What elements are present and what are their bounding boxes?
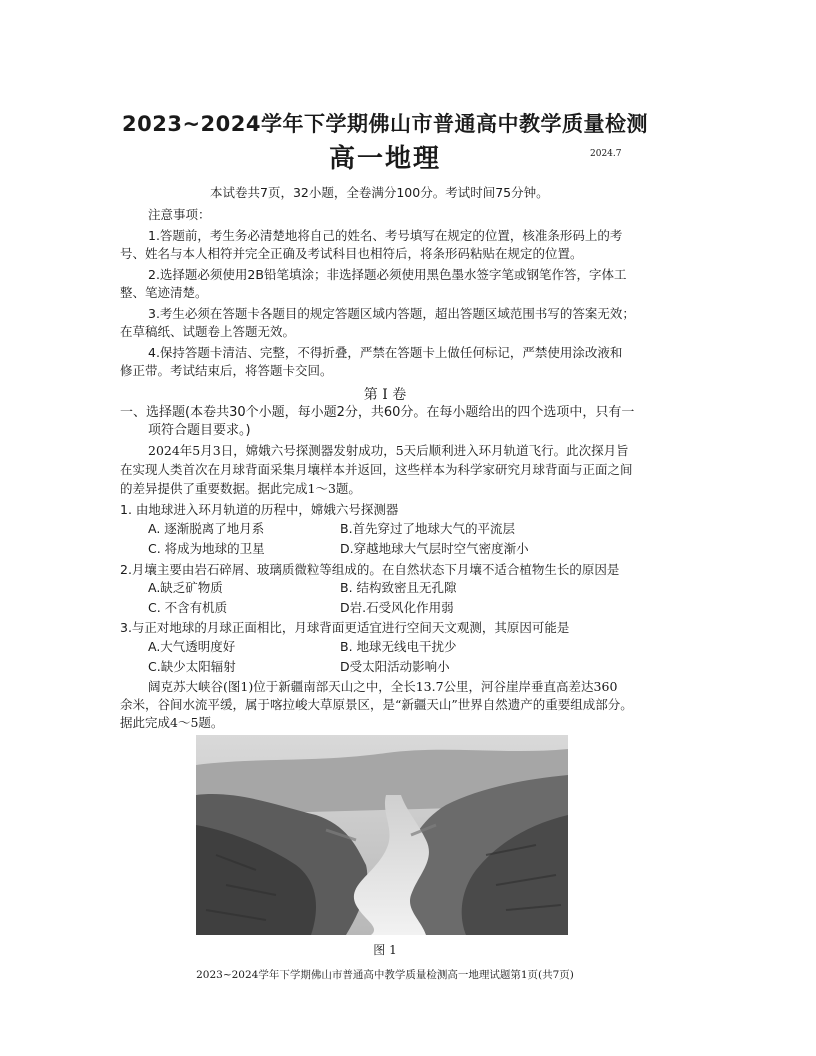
option-b: B. 地球无线电干扰少 (340, 639, 457, 654)
question-stem: 2.月壤主要由岩石碎屑、玻璃质微粒等组成的。在自然状态下月壤不适合植物生长的原因是 (120, 562, 620, 577)
subject-title: 高一地理 (328, 144, 441, 174)
passage-line: 余米，谷间水流平缓，属于喀拉峻大草原景区，是“新疆天山”世界自然遗产的重要组成部分。 (120, 697, 633, 712)
passage-line: 阔克苏大峡谷(图1)位于新疆南部天山之中，全长13.7公里，河谷崖岸垂直高差达360 (148, 679, 618, 694)
notice-item: 1.答题前，考生务必清楚地将自己的姓名、考号填写在规定的位置，核准条形码上的考 (148, 228, 623, 243)
notice-item: 3.考生必须在答题卡各题目的规定答题区域内答题，超出答题区域范围书写的答案无效； (148, 306, 635, 321)
notice-item: 修正带。考试结束后，将答题卡交回。 (120, 363, 333, 378)
exam-date: 2024.7 (590, 149, 622, 159)
option-d: D受太阳活动影响小 (340, 659, 450, 674)
option-c: C. 不含有机质 (148, 600, 228, 615)
canyon-photo (196, 735, 568, 935)
exam-title: 2023~2024学年下学期佛山市普通高中教学质量检测 (122, 112, 648, 136)
passage-line: 2024年5月3日，嫦娥六号探测器发射成功，5天后顺利进入环月轨道飞行。此次探月旨 (148, 443, 629, 458)
notice-item: 2.选择题必须使用2B铅笔填涂；非选择题必须使用黑色墨水签字笔或钢笔作答，字体工 (148, 267, 627, 282)
option-d: D岩.石受风化作用弱 (340, 600, 454, 615)
option-b: B.首先穿过了地球大气的平流层 (340, 521, 516, 536)
option-d: D.穿越地球大气层时空气密度渐小 (340, 541, 529, 556)
exam-intro: 本试卷共7页，32小题，全卷满分100分。考试时间75分钟。 (210, 185, 549, 200)
notice-item: 整、笔迹清楚。 (120, 285, 208, 300)
notice-item: 号、姓名与本人相符并完全正确及考试科目也相符后，将条形码粘贴在规定的位置。 (120, 246, 583, 261)
notice-heading: 注意事项： (148, 207, 211, 222)
passage-line: 据此完成4～5题。 (120, 715, 224, 730)
option-a: A.缺乏矿物质 (148, 580, 223, 595)
part-instructions: 一、选择题(本卷共30个小题，每小题2分，共60分。在每小题给出的四个选项中，只有一 (120, 405, 635, 420)
notice-item: 在草稿纸、试题卷上答题无效。 (120, 324, 296, 339)
option-a: A. 逐渐脱离了地月系 (148, 521, 265, 536)
passage-line: 的差异提供了重要数据。据此完成1～3题。 (120, 481, 361, 496)
question-stem: 3.与正对地球的月球正面相比，月球背面更适宜进行空间天文观测，其原因可能是 (120, 620, 570, 635)
option-c: C. 将成为地球的卫星 (148, 541, 265, 556)
question-stem: 1. 由地球进入环月轨道的历程中，嫦娥六号探测器 (120, 502, 399, 517)
part-instructions: 项符合题目要求。) (148, 423, 251, 438)
option-b: B. 结构致密且无孔隙 (340, 580, 457, 595)
section-title: 第 I 卷 (363, 387, 407, 403)
passage-line: 在实现人类首次在月球背面采集月壤样本并返回，这些样本为科学家研究月球背面与正面之间 (120, 462, 633, 477)
option-a: A.大气透明度好 (148, 639, 236, 654)
option-c: C.缺少太阳辐射 (148, 659, 236, 674)
figure-caption: 图 1 (373, 943, 397, 957)
page-footer: 2023~2024学年下学期佛山市普通高中教学质量检测高一地理试题第1页(共7页) (196, 969, 574, 981)
notice-item: 4.保持答题卡清洁、完整，不得折叠，严禁在答题卡上做任何标记，严禁使用涂改液和 (148, 345, 623, 360)
